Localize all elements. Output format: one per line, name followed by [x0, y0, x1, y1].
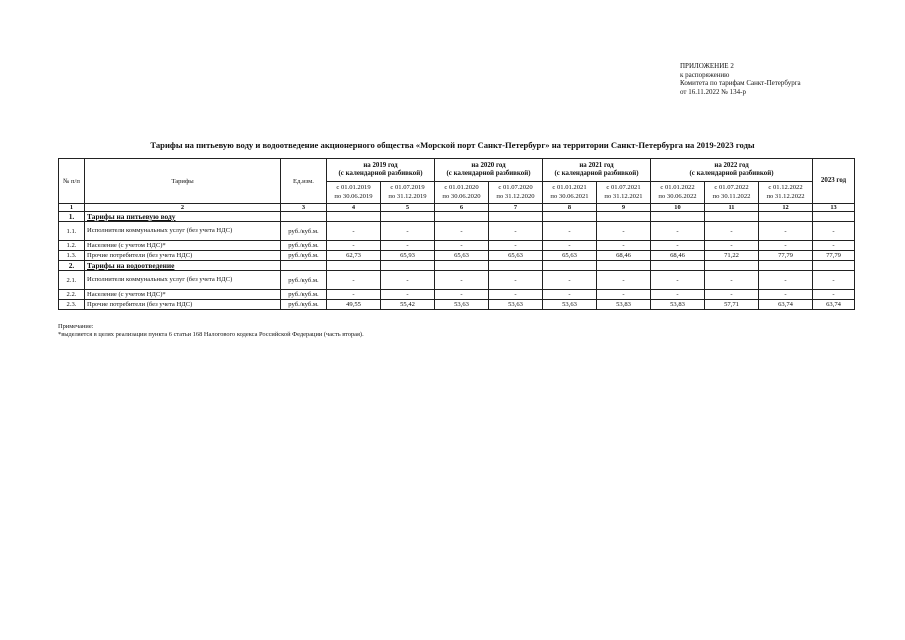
- header-year-2022: [651, 159, 813, 182]
- row-value: 53,63: [489, 300, 543, 310]
- row-value: -: [813, 241, 855, 251]
- column-index: 9: [597, 204, 651, 212]
- row-value: 49,55: [327, 300, 381, 310]
- column-index: 3: [281, 204, 327, 212]
- row-value: -: [381, 241, 435, 251]
- column-index: 6: [435, 204, 489, 212]
- column-index: 11: [705, 204, 759, 212]
- row-value: -: [651, 241, 705, 251]
- row-value: -: [597, 241, 651, 251]
- column-index: 12: [759, 204, 813, 212]
- row-value: -: [381, 271, 435, 290]
- row-value: -: [381, 222, 435, 241]
- row-value: -: [705, 241, 759, 251]
- row-value: -: [489, 271, 543, 290]
- row-value: -: [759, 271, 813, 290]
- row-value: -: [543, 241, 597, 251]
- row-value: 65,93: [381, 251, 435, 261]
- row-value: -: [489, 290, 543, 300]
- header-period: с 01.12.2022 по 31.12.2022: [759, 182, 813, 204]
- header-period: с 01.07.2021 по 31.12.2021: [597, 182, 651, 204]
- row-value: 68,46: [597, 251, 651, 261]
- row-value: 53,83: [651, 300, 705, 310]
- header-num: № п/п: [59, 159, 85, 204]
- row-value: 65,63: [435, 251, 489, 261]
- row-value: 53,63: [435, 300, 489, 310]
- row-value: -: [381, 290, 435, 300]
- row-value: -: [327, 271, 381, 290]
- row-unit: руб./куб.м.: [281, 222, 327, 241]
- row-value: 65,63: [489, 251, 543, 261]
- row-name: Население (с учетом НДС)*: [85, 241, 281, 251]
- footnote-label: Примечание:: [58, 323, 94, 330]
- header-year-sub: (с календарной разбивкой): [554, 170, 639, 177]
- row-value: -: [327, 290, 381, 300]
- header-year-2019: [327, 159, 435, 182]
- row-value: -: [597, 271, 651, 290]
- header-unit: Ед.изм.: [281, 159, 327, 204]
- row-value: -: [543, 290, 597, 300]
- row-value: -: [759, 241, 813, 251]
- header-year-2023: 2023 год: [813, 159, 855, 204]
- table-row: [59, 222, 855, 241]
- column-index: 1: [59, 204, 85, 212]
- row-value: -: [435, 290, 489, 300]
- footnote: [58, 323, 364, 339]
- column-index-row: [59, 204, 855, 212]
- header-period: с 01.07.2019 по 31.12.2019: [381, 182, 435, 204]
- row-value: -: [543, 271, 597, 290]
- appendix-line: Комитета по тарифам Санкт-Петербурга: [680, 79, 801, 88]
- row-value: -: [327, 222, 381, 241]
- header-year-2020: [435, 159, 543, 182]
- row-value: 62,73: [327, 251, 381, 261]
- row-name: Исполнители коммунальных услуг (без учета НДС): [85, 222, 281, 241]
- row-value: -: [597, 290, 651, 300]
- row-value: -: [759, 222, 813, 241]
- column-index: 13: [813, 204, 855, 212]
- header-period: с 01.07.2020 по 31.12.2020: [489, 182, 543, 204]
- section-row: [59, 212, 855, 222]
- row-num: 2.3.: [59, 300, 85, 310]
- section-title: Тарифы на питьевую воду: [85, 212, 281, 222]
- header-period: с 01.01.2019 по 30.06.2019: [327, 182, 381, 204]
- row-value: 53,83: [597, 300, 651, 310]
- section-num: 1.: [59, 212, 85, 222]
- table-row: [59, 271, 855, 290]
- section-num: 2.: [59, 261, 85, 271]
- table-row: [59, 300, 855, 310]
- header-period: с 01.01.2021 по 30.06.2021: [543, 182, 597, 204]
- appendix-line: к распоряжению: [680, 70, 730, 79]
- header-year-sub: (с календарной разбивкой): [689, 170, 774, 177]
- header-year-label: на 2022 год: [714, 161, 749, 169]
- column-index: 4: [327, 204, 381, 212]
- appendix-block: [680, 62, 801, 96]
- row-name: Исполнители коммунальных услуг (без учета НДС): [85, 271, 281, 290]
- table-row: [59, 290, 855, 300]
- row-num: 2.1.: [59, 271, 85, 290]
- row-unit: руб./куб.м.: [281, 300, 327, 310]
- row-num: 2.2.: [59, 290, 85, 300]
- row-value: -: [435, 241, 489, 251]
- row-value: -: [435, 271, 489, 290]
- header-year-label: на 2019 год: [363, 161, 398, 169]
- row-num: 1.3.: [59, 251, 85, 261]
- footnote-text: *выделяется в целях реализации пункта 6 статьи 168 Налогового кодекса Российской Федерации (часть вторая).: [58, 331, 364, 338]
- header-year-label: на 2020 год: [471, 161, 506, 169]
- document-title: Тарифы на питьевую воду и водоотведение акционерного общества «Морской порт Санкт-Петербург» на территории Санкт-Петербурга на 2019-2023 годы: [150, 140, 755, 150]
- row-value: -: [489, 222, 543, 241]
- row-value: -: [327, 241, 381, 251]
- header-year-label: на 2021 год: [579, 161, 614, 169]
- header-period: с 01.01.2020 по 30.06.2020: [435, 182, 489, 204]
- column-index: 8: [543, 204, 597, 212]
- row-value: -: [543, 222, 597, 241]
- row-unit: руб./куб.м.: [281, 290, 327, 300]
- section-title: Тарифы на водоотведение: [85, 261, 281, 271]
- row-unit: руб./куб.м.: [281, 251, 327, 261]
- row-value: 71,22: [705, 251, 759, 261]
- tariffs-table: [58, 158, 855, 310]
- row-name: Население (с учетом НДС)*: [85, 290, 281, 300]
- section-row: [59, 261, 855, 271]
- appendix-line: от 16.11.2022 № 134-р: [680, 87, 746, 96]
- row-value: 77,79: [813, 251, 855, 261]
- header-period: с 01.01.2022 по 30.06.2022: [651, 182, 705, 204]
- row-value: -: [813, 290, 855, 300]
- row-value: -: [813, 271, 855, 290]
- row-value: 55,42: [381, 300, 435, 310]
- row-name: Прочие потребители (без учета НДС): [85, 251, 281, 261]
- row-value: 77,79: [759, 251, 813, 261]
- row-num: 1.1.: [59, 222, 85, 241]
- row-value: -: [651, 271, 705, 290]
- row-value: -: [705, 222, 759, 241]
- table-row: [59, 251, 855, 261]
- row-value: -: [651, 290, 705, 300]
- row-value: -: [759, 290, 813, 300]
- row-value: 63,74: [759, 300, 813, 310]
- row-value: -: [651, 222, 705, 241]
- row-value: -: [705, 271, 759, 290]
- header-year-2021: [543, 159, 651, 182]
- header-period: с 01.07.2022 по 30.11.2022: [705, 182, 759, 204]
- row-num: 1.2.: [59, 241, 85, 251]
- row-value: -: [435, 222, 489, 241]
- column-index: 5: [381, 204, 435, 212]
- header-year-sub: (с календарной разбивкой): [338, 170, 423, 177]
- row-unit: руб./куб.м.: [281, 241, 327, 251]
- row-value: 65,63: [543, 251, 597, 261]
- appendix-line: ПРИЛОЖЕНИЕ 2: [680, 62, 734, 70]
- row-value: -: [813, 222, 855, 241]
- column-index: 7: [489, 204, 543, 212]
- header-tariffs: Тарифы: [85, 159, 281, 204]
- table-row: [59, 241, 855, 251]
- row-value: 68,46: [651, 251, 705, 261]
- row-value: -: [705, 290, 759, 300]
- row-value: 57,71: [705, 300, 759, 310]
- row-unit: руб./куб.м.: [281, 271, 327, 290]
- header-year-sub: (с календарной разбивкой): [446, 170, 531, 177]
- column-index: 2: [85, 204, 281, 212]
- row-value: -: [597, 222, 651, 241]
- column-index: 10: [651, 204, 705, 212]
- row-value: 63,74: [813, 300, 855, 310]
- row-value: 53,63: [543, 300, 597, 310]
- row-name: Прочие потребители (без учета НДС): [85, 300, 281, 310]
- row-value: -: [489, 241, 543, 251]
